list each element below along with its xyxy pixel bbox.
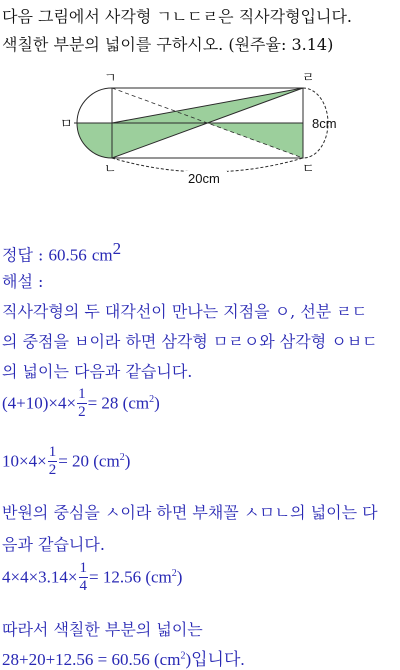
- label-n: ㄴ: [104, 162, 117, 177]
- height-label: 8cm: [312, 116, 337, 131]
- equation-3: 4×4×3.14× $\frac{1}{4}$ = 12.56 $(cm^2)$: [2, 560, 183, 594]
- solution-para2-line2: 음과 같습니다.: [2, 535, 105, 554]
- equation-4: 28+20+12.56 = 60.56 $(cm^2)$입니다.: [2, 650, 245, 669]
- label-g: ㄱ: [104, 71, 117, 86]
- answer-unit: cm: [91, 245, 113, 265]
- width-label: 20cm: [188, 171, 220, 186]
- answer-unit-exp: 2: [112, 239, 122, 258]
- question-line-1: 다음 그림에서 사각형 ㄱㄴㄷㄹ은 직사각형입니다.: [2, 7, 353, 26]
- label-m: ㅁ: [60, 117, 73, 132]
- equation-1: (4+10)×4× $\frac{1}{2}$ = 28 $(cm^2)$: [2, 386, 160, 420]
- answer-label: 정답 :: [2, 245, 44, 265]
- solution-para1-line1: 직사각형의 두 대각선이 만나는 지점을 ㅇ, 선분 ㄹㄷ: [2, 302, 368, 321]
- shaded-right-triangle: [207, 123, 303, 158]
- solution-para1-line2: 의 중점을 ㅂ이라 하면 삼각형 ㅁㄹㅇ와 삼각형 ㅇㅂㄷ: [2, 332, 378, 351]
- label-d: ㄷ: [302, 162, 315, 177]
- answer-line: [2, 239, 121, 265]
- solution-para1-line3: 의 넓이는 다음과 같습니다.: [2, 362, 193, 381]
- answer-value: 60.56: [48, 245, 87, 265]
- question-line-2: 색칠한 부분의 넓이를 구하시오. (원주율: 3.14): [2, 35, 334, 54]
- solution-para2-line1: 반원의 중심을 ㅅ이라 하면 부채꼴 ㅅㅁㄴ의 넓이는 다: [2, 503, 378, 522]
- label-r: ㄹ: [302, 71, 315, 86]
- geometry-figure: [40, 70, 340, 195]
- solution-heading: 해설 :: [2, 272, 44, 291]
- equation-2: 10×4× $\frac{1}{2}$ = 20 $(cm^2)$: [2, 444, 131, 478]
- solution-para3: 따라서 색칠한 부분의 넓이는: [2, 620, 203, 639]
- width-dimension-arc: [112, 158, 303, 172]
